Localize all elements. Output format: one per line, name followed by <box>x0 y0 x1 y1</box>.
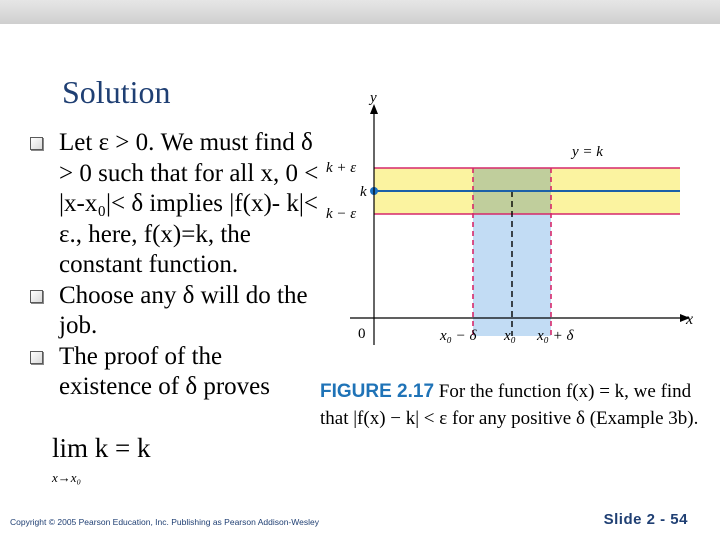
limit-expression <box>52 433 151 485</box>
bullet-text: The proof of the existence of δ proves <box>59 342 271 400</box>
bullet-list <box>30 128 320 403</box>
limit-subscript: x→x₀ <box>52 470 82 485</box>
checkbox-bullet-icon <box>30 351 43 364</box>
copyright-notice: Copyright © 2005 Pearson Education, Inc. Publishing as Pearson Addison-Wesley <box>10 517 319 527</box>
bullet-item <box>30 281 320 342</box>
x-minus-delta-label: x₀ − δ <box>440 328 477 344</box>
origin-label: 0 <box>358 326 366 342</box>
y-axis-label: y <box>370 90 377 106</box>
bullet-item <box>30 128 320 281</box>
x-axis-label: x <box>686 311 694 328</box>
bullet-text: Let ε > 0. We must find δ > 0 such that for all x, 0 < |x-x₀|< δ implies |f(x)- k|< ε., here, f(x)=k, the constant function. <box>59 129 319 278</box>
k-label: k <box>360 184 367 200</box>
top-banner <box>0 0 720 24</box>
x0-label: x₀ <box>504 328 516 344</box>
slide-title: Solution <box>62 74 171 110</box>
slide-number: Slide 2 - 54 <box>603 511 688 528</box>
figure-caption <box>320 378 710 432</box>
checkbox-bullet-icon <box>30 137 43 150</box>
k-plus-epsilon-label: k + ε <box>326 160 357 176</box>
k-minus-epsilon-label: k − ε <box>326 206 357 222</box>
curve-label: y = k <box>572 144 603 160</box>
figure-number: FIGURE 2.17 <box>320 381 435 402</box>
checkbox-bullet-icon <box>30 290 43 303</box>
limit-text: lim k = k <box>52 433 151 463</box>
bullet-item <box>30 342 320 403</box>
constant-function-graph <box>320 90 700 360</box>
x-plus-delta-label: x₀ + δ <box>537 328 574 344</box>
figure-caption-text: For the function f(x) = k, we find that |f(x) − k| < ε for any positive δ (Example 3b). <box>320 381 699 429</box>
bullet-text: Choose any δ will do the job. <box>59 281 308 339</box>
